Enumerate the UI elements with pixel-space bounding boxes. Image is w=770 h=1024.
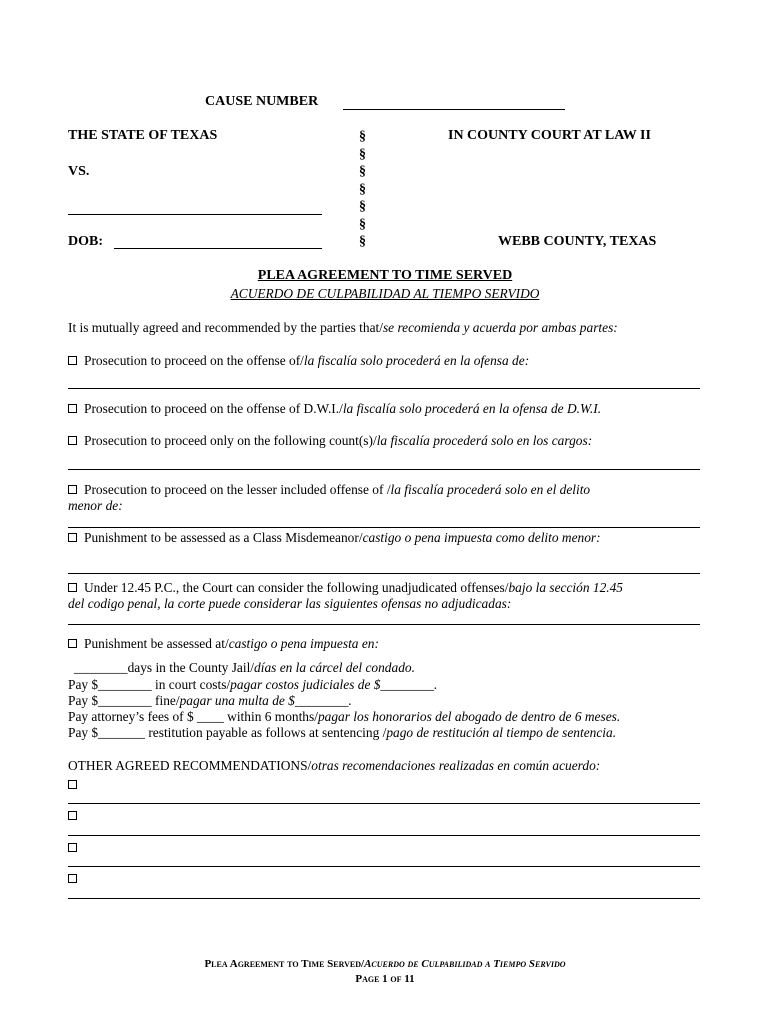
unadjudicated-continuation: del codigo penal, la corte puede considerar las siguientes ofensas no adjudicadas: [68, 596, 512, 611]
footer-title: Plea Agreement to Time Served/Acuerdo de Culpabilidad a Tiempo Servido [204, 958, 566, 970]
dob-field[interactable] [114, 248, 322, 249]
jail-days-line: ________days in the County Jail/días en la cárcel del condado. [74, 660, 415, 675]
other-row-3 [68, 840, 84, 856]
lesser-continuation: menor de: [68, 498, 123, 513]
option-class-misdemeanor: Punishment to be assessed as a Class Misdemeanor/castigo o pena impuesta como delito menor: [68, 530, 601, 546]
other-line-3[interactable] [68, 866, 700, 867]
unadjudicated-line[interactable] [68, 624, 700, 625]
punishment-checkbox[interactable] [68, 639, 77, 648]
dwi-checkbox[interactable] [68, 404, 77, 413]
other-checkbox-2[interactable] [68, 811, 77, 820]
title-spanish: ACUERDO DE CULPABILIDAD AL TIEMPO SERVIDO [230, 286, 540, 301]
other-checkbox-3[interactable] [68, 843, 77, 852]
defendant-name-field[interactable] [68, 214, 322, 215]
counts-line[interactable] [68, 469, 700, 470]
court-costs-line: Pay $________ in court costs/pagar costos judiciales de $________. [68, 677, 438, 692]
option-dwi: Prosecution to proceed on the offense of D.W.I./la fiscalía solo procederá en la ofensa de D.W.I. [68, 401, 601, 417]
class-misdemeanor-checkbox[interactable] [68, 533, 77, 542]
cause-number-field[interactable] [343, 109, 565, 110]
court-label: IN COUNTY COURT AT LAW II [448, 128, 651, 143]
state-label: THE STATE OF TEXAS [68, 128, 218, 143]
section-symbols: § § § § § § § [359, 129, 366, 249]
option-lesser: Prosecution to proceed on the lesser included offense of /la fiscalía procederá solo en el delito [68, 482, 590, 498]
page-number: Page 1 of 11 [355, 973, 415, 985]
restitution-line: Pay $_______ restitution payable as follows at sentencing /pago de restitución al tiempo de sentencia. [68, 725, 617, 740]
option-unadjudicated: Under 12.45 P.C., the Court can consider the following unadjudicated offenses/bajo la sección 12.45 [68, 580, 623, 596]
other-row-4 [68, 871, 84, 887]
other-row-1 [68, 777, 84, 793]
fine-line: Pay $________ fine/pagar una multa de $________. [68, 693, 352, 708]
other-recommendations-label: OTHER AGREED RECOMMENDATIONS/otras recomendaciones realizadas en común acuerdo: [68, 758, 601, 773]
vs-label: VS. [68, 164, 90, 179]
offense-checkbox[interactable] [68, 356, 77, 365]
lesser-line[interactable] [68, 527, 700, 528]
other-row-2 [68, 808, 84, 824]
other-line-2[interactable] [68, 835, 700, 836]
other-checkbox-1[interactable] [68, 780, 77, 789]
attorney-fees-line: Pay attorney’s fees of $ ____ within 6 months/pagar los honorarios del abogado de dentro de 6 meses. [68, 709, 621, 724]
cause-number-label: CAUSE NUMBER [205, 94, 319, 109]
other-line-1[interactable] [68, 803, 700, 804]
offense-line[interactable] [68, 388, 700, 389]
other-checkbox-4[interactable] [68, 874, 77, 883]
option-offense: Prosecution to proceed on the offense of/la fiscalía solo procederá en la ofensa de: [68, 353, 529, 369]
option-punishment: Punishment be assessed at/castigo o pena impuesta en: [68, 636, 379, 652]
county-label: WEBB COUNTY, TEXAS [498, 234, 657, 249]
title-english: PLEA AGREEMENT TO TIME SERVED [257, 268, 513, 283]
dob-label: DOB: [68, 234, 103, 249]
option-counts: Prosecution to proceed only on the following count(s)/la fiscalía procederá solo en los cargos: [68, 433, 592, 449]
other-line-4[interactable] [68, 898, 700, 899]
intro-text: It is mutually agreed and recommended by the parties that/se recomienda y acuerda por ambas partes: [68, 320, 618, 335]
unadjudicated-checkbox[interactable] [68, 583, 77, 592]
counts-checkbox[interactable] [68, 436, 77, 445]
class-misdemeanor-line[interactable] [68, 573, 700, 574]
lesser-checkbox[interactable] [68, 485, 77, 494]
